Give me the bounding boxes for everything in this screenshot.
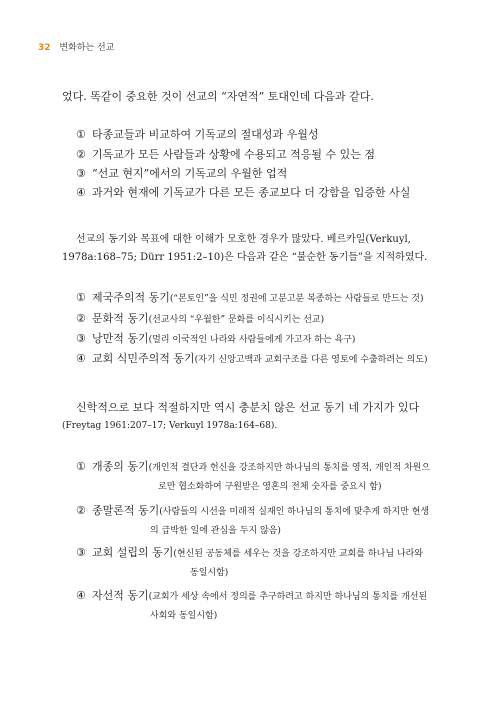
list3-item-1: ① 개종의 동기(개인적 결단과 헌신을 강조하지만 하나님의 통치를 영적, 개인적 차원으 xyxy=(76,460,431,473)
list3-item-2: ② 종말론적 동기(사람들의 시선을 미래적 실재인 하나님의 통치에 맞추게 하지만 현생 xyxy=(76,504,430,517)
list3-item-2-cont: 의 급박한 일에 관심을 두지 않음) xyxy=(150,526,281,536)
list3-item-4-cont: 사회와 동일시함) xyxy=(150,611,218,621)
list2-item-4: ④ 교회 식민주의적 동기(자기 신앙고백과 교회구조를 다른 영토에 수출하려는 의도) xyxy=(76,352,428,365)
para2-line2: 1978a:168–75; Dürr 1951:2–10)은 다음과 같은 “불순한 동기들”을 지적하였다. xyxy=(62,252,428,263)
list3-item-1-cont: 로만 협소화하여 구원받은 영혼의 전체 숫자를 중요시 함) xyxy=(158,482,382,492)
running-header xyxy=(38,40,114,53)
list2-item-3: ③ 낭만적 동기(멀리 이국적인 나라와 사람들에게 가고자 하는 욕구) xyxy=(76,332,356,345)
list1-item-3: ③ “선교 현지”에서의 기독교의 우월한 업적 xyxy=(76,167,288,180)
para2-line1: 선교의 동기와 목표에 대한 이해가 모호한 경우가 많았다. 베르카일(Verkuyl, xyxy=(76,234,411,245)
para3-line1: 신학적으로 보다 적절하지만 역시 충분치 않은 선교 동기 네 가지가 있다 xyxy=(76,401,420,414)
para3-line2: (Freytag 1961:207–17; Verkuyl 1978a:164–68). xyxy=(62,421,278,431)
list1-item-1: ① 타종교들과 비교하여 기독교의 절대성과 우월성 xyxy=(76,128,319,141)
list1-item-2: ② 기독교가 모든 사람들과 상황에 수용되고 적응될 수 있는 점 xyxy=(76,148,375,161)
list3-item-3: ③ 교회 설립의 동기(현신된 공동체를 세우는 것을 강조하지만 교회를 하나님 나라와 xyxy=(76,546,423,559)
page-number: 32 xyxy=(38,43,51,53)
list2-item-2: ② 문화적 동기(선교사의 “우월한” 문화를 이식시키는 선교) xyxy=(76,312,325,325)
intro-text: 었다. 똑같이 중요한 것이 선교의 “자연적” 토대인데 다음과 같다. xyxy=(62,90,374,103)
list3-item-3-cont: 동일시함) xyxy=(190,568,229,578)
list2-item-1: ① 제국주의적 동기(“본토인”을 식민 정권에 고분고분 복종하는 사람들로 만드는 것) xyxy=(76,291,424,304)
list3-item-4: ④ 자선적 동기(교회가 세상 속에서 정의를 추구하려고 하지만 하나님의 통치를 개선된 xyxy=(76,589,428,602)
list1-item-4: ④ 과거와 현재에 기독교가 다른 모든 종교보다 더 강함을 입증한 사실 xyxy=(76,186,411,199)
running-title: 변화하는 선교 xyxy=(59,43,115,53)
